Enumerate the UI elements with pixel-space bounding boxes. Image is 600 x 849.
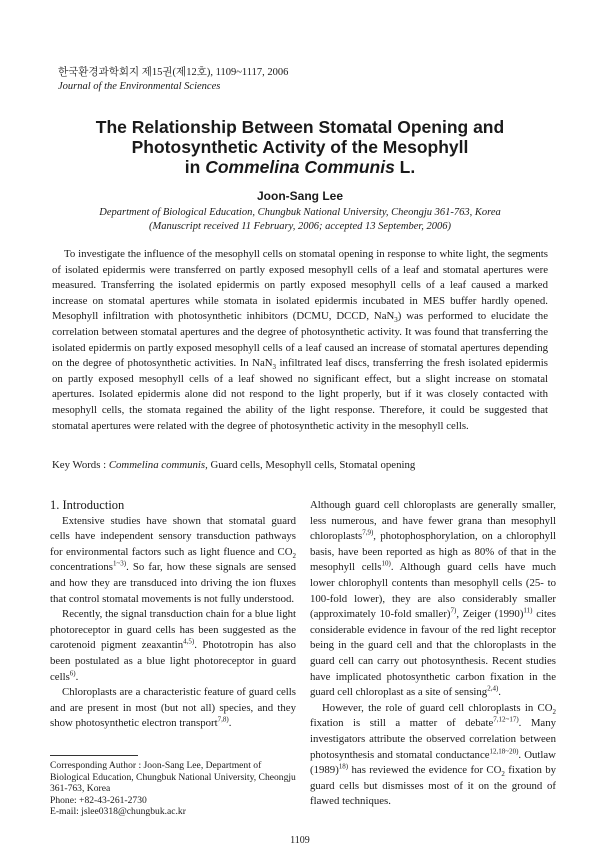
text: . So far, how these signals are sensed and how they are transduced into driving the ion fluxes that control stomatal movements is not fully understood. [50,561,296,605]
intro-paragraph-2 [50,607,296,685]
abstract-sub-1: 3 [394,316,398,325]
abstract-text-2: ) was performed to elucidate the correlation between stomatal apertures and the degree of photosynthetic activity. It was found that transferring the isolated epidermis on partly exposed mesophyll cells of a leaf caused an increase of stomatal apertures depending on the degree of photosynthetic activities. In NaN [52,310,548,370]
title-line-2: Photosynthetic Activity of the Mesophyll [131,137,469,157]
text: fixation by guard cells but dismisses most of it on the ground of flawed techniques. [310,764,557,808]
abstract-text-1: To investigate the influence of the mesophyll cells on stomatal opening in response to white light, the segments of isolated epidermis were transferred on partly exposed mesophyll cells of a leaf and stomatal apertures were measured. Transferring the isolated epidermis on partly exposed mesophyll cells of a leaf caused a marked increase on stomatal apertures while stomata in isolated epidermis incubated in MES buffer hardly opened. Mesophyll infiltration with photosynthetic inhibitors (DCMU, DCCD, NaN [52,248,548,323]
text: However, the role of guard cell chloroplasts in CO [322,701,553,714]
citation: 4,5) [183,637,195,646]
title-line-3 [60,157,540,177]
affiliation: Department of Biological Education, Chungbuk National University, Cheongju 361-763, Korea [99,207,501,218]
title-line-1: The Relationship Between Stomatal Opening and [95,117,505,137]
text: concentrations [50,561,113,574]
citation: 7,12~17) [493,715,519,724]
abstract-text-3: infiltrated leaf discs, transferring the fresh isolated epidermis on partly exposed mesophyll cells of a leaf showed no significant effect, but a slight increase on stomatal apertures. Isolated epidermis alone did not respond to the light properly, but if it was closely contacted with mesophyll cells, the stomata regained the ability of the light response. Therefore, it could be suggested that stomatal apertures were related with the degree of photosynthetic activity in the mesophyll cells. [52,357,548,432]
author-name: Joon-Sang Lee [256,189,343,203]
subscript: 2 [501,770,505,779]
title-suffix: L. [394,157,416,177]
text: fixation is still a matter of debate [310,717,494,730]
footnote-phone: Phone: +82-43-261-2730 [50,794,147,806]
footnote-author: Corresponding Author : Joon-Sang Lee, Department of Biological Education, Chungbuk National University, Cheongju 361-763, Korea [50,760,296,795]
citation: 7) [450,606,457,615]
paper-title [60,117,540,177]
citation: 11) [523,606,533,615]
intro-paragraph-4 [310,498,556,701]
text: . [228,717,232,730]
intro-paragraph-3 [50,685,296,732]
journal-name: Journal of the Environmental Sciences [58,81,221,92]
subscript: 2 [292,551,296,560]
text: , Zeiger (1990) [456,608,524,621]
text: Extensive studies have shown that stomatal guard cells have independent sensory transduction pathways for environmental factors such as light fluence and CO [50,514,296,558]
journal-header [58,66,288,94]
citation: 18) [338,762,349,771]
subscript: 2 [552,707,556,716]
right-column [310,498,556,810]
text: . Phototropin has also been postulated as a blue light photoreceptor in guard cells [50,639,296,683]
abstract-sub-2: 3 [272,363,277,372]
citation: 2,4) [487,684,499,693]
citation: 7,9) [362,528,374,537]
title-species: Commelina Communis [205,157,395,177]
manuscript-info: (Manuscript received 11 February, 2006; accepted 13 September, 2006) [148,220,452,232]
citation: 7,8) [217,715,229,724]
keywords [52,459,548,471]
footnote-email: E-mail: jslee0318@chungbuk.ac.kr [50,806,186,818]
text: Chloroplasts are a characteristic feature of guard cells and are present in most (but not all) species, and they show photosynthetic electron transport [50,686,296,730]
citation: 10) [381,559,391,568]
keywords-label: Key Words : [52,459,109,471]
intro-paragraph-1 [50,514,296,608]
text: . Many investigators attribute the observed correlation between photosynthesis and stomatal conductance [310,717,557,761]
intro-paragraph-5 [310,701,556,810]
section-heading-introduction: 1. Introduction [50,498,125,512]
text: . Outlaw (1989) [310,748,556,777]
citation: 12,18~20) [489,746,519,755]
page-number: 1109 [290,835,310,846]
text: has reviewed the evidence for CO [348,764,502,777]
citation: 1~3) [112,559,127,568]
korean-citation: 한국환경과학회지 제15권(제12호), 1109~1117, 2006 [58,67,289,78]
affiliation-block [60,206,540,233]
text: Recently, the signal transduction chain for a blue light photoreceptor in guard cells has been suggested as the carotenoid pigment zeaxantin [50,608,296,652]
text: . Although guard cells have much lower chlorophyll contents than mesophyll cells (25- to 100-fold lower), they are also considerably smaller (approximately 10-fold smaller) [310,561,556,621]
abstract [52,247,548,434]
citation: 6) [69,668,76,677]
text: cites considerable evidence in favour of the red light receptor being in the guard cell and that the chloroplasts in the guard cell can carry out photosynthesis. Recent studies have implicated photosynthetic carbon fixation in the guard cell chloroplast as a site of sensing [310,608,556,699]
keywords-list: Guard cells, Mesophyll cells, Stomatal opening [207,459,416,471]
left-column [50,498,296,732]
corresponding-author-footnote [50,760,300,818]
keywords-species: Commelina communis, [108,459,208,471]
text: Although guard cell chloroplasts are generally smaller, less numerous, and have fewer grana than mesophyll chloroplasts [310,499,556,543]
footnote-divider [50,755,138,756]
title-prefix: in [184,157,206,177]
text: . [75,670,79,683]
text: . [498,686,501,699]
text: , photophosphorylation, on a chlorophyll basis, have been reported as high as 80% of that in the mesophyll cells [310,530,556,574]
